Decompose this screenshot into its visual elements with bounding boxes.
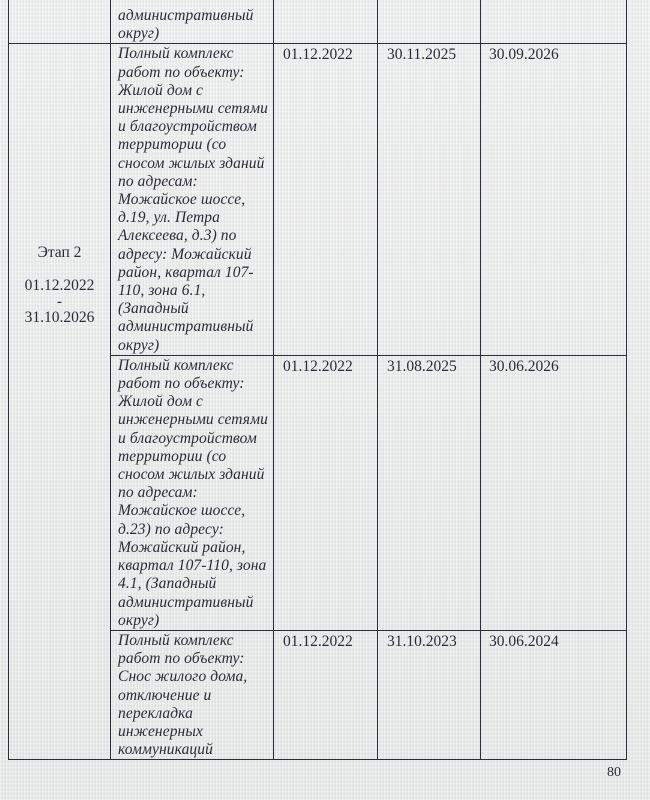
stage-cell bbox=[9, 44, 111, 760]
date-end-cell bbox=[378, 630, 481, 759]
date-start: 01.12.2022 bbox=[283, 632, 353, 650]
date-start-cell bbox=[274, 630, 378, 759]
description-line: Полный комплекс bbox=[118, 631, 234, 649]
date-start: 01.12.2022 bbox=[283, 357, 353, 375]
date-final-cell bbox=[481, 630, 627, 759]
date-start-cell bbox=[274, 0, 378, 44]
description-line: д.23) по адресу: bbox=[118, 520, 224, 538]
date-end-cell bbox=[378, 0, 481, 44]
description-line: работ по объекту: bbox=[118, 375, 245, 393]
description-line: округ) bbox=[118, 336, 160, 354]
description-line: Полный комплекс bbox=[118, 45, 234, 63]
stage-name: Этап 2 bbox=[37, 243, 82, 261]
description-line: и благоустройством bbox=[118, 118, 257, 136]
description-line: инженерных bbox=[118, 722, 203, 740]
description-line: 110, зона 6.1, bbox=[118, 282, 206, 300]
description-line: коммуникаций bbox=[118, 741, 213, 759]
date-end: 31.10.2023 bbox=[387, 632, 457, 650]
stage-end-date: 31.10.2026 bbox=[24, 308, 95, 326]
description-line: работ по объекту: bbox=[118, 63, 245, 81]
description-line: Снос жилого дома, bbox=[118, 668, 248, 686]
table-row bbox=[9, 0, 627, 44]
stage-date-separator: - bbox=[56, 292, 63, 310]
date-start: 01.12.2022 bbox=[283, 46, 353, 64]
date-end: 30.11.2025 bbox=[387, 46, 457, 64]
date-final-cell bbox=[481, 44, 627, 355]
description-line: д.19, ул. Петра bbox=[118, 209, 221, 227]
description-line: административный bbox=[118, 7, 254, 24]
description-line: сносом жилых зданий bbox=[118, 466, 265, 484]
description-cell bbox=[111, 0, 274, 44]
description-line: 4.1, (Западный bbox=[118, 575, 217, 593]
description-line: сносом жилых зданий bbox=[118, 154, 265, 172]
description-line: (Западный bbox=[118, 300, 189, 318]
description-line: инженерными сетями bbox=[118, 100, 268, 118]
description-line: Можайский район, bbox=[118, 538, 246, 556]
description-line: перекладка bbox=[118, 704, 193, 722]
table-row bbox=[9, 44, 627, 355]
description-line: квартал 107-110, зона bbox=[118, 557, 267, 575]
description-line: Полный комплекс bbox=[118, 356, 234, 374]
description-line: адресу: Можайский bbox=[118, 245, 252, 263]
description-cell bbox=[111, 630, 274, 759]
description-line: Можайское шоссе, bbox=[118, 191, 246, 209]
description-line: административный bbox=[118, 593, 254, 611]
description-line: Жилой дом с bbox=[118, 81, 204, 99]
date-end-cell bbox=[378, 355, 481, 630]
date-final-cell bbox=[481, 0, 627, 44]
date-final-cell bbox=[481, 355, 627, 630]
date-final: 30.09.2026 bbox=[489, 46, 559, 64]
date-start-cell bbox=[274, 355, 378, 630]
description-line: Алексеева, д.3) по bbox=[118, 227, 237, 245]
description-line: Можайское шоссе, bbox=[118, 502, 246, 520]
date-final: 30.06.2026 bbox=[489, 357, 559, 375]
schedule-table bbox=[8, 0, 627, 760]
date-end: 31.08.2025 bbox=[387, 357, 457, 375]
description-line: административный bbox=[118, 318, 254, 336]
description-line: работ по объекту: bbox=[118, 650, 245, 668]
description-line: район, квартал 107- bbox=[118, 263, 254, 281]
page-number: 80 bbox=[607, 765, 621, 780]
description-line: округ) bbox=[118, 611, 160, 629]
date-end-cell bbox=[378, 44, 481, 355]
description-line: и благоустройством bbox=[118, 429, 257, 447]
description-cell bbox=[111, 355, 274, 630]
description-line: по адресам: bbox=[118, 484, 198, 502]
description-line: по адресам: bbox=[118, 172, 198, 190]
stage-cell-empty bbox=[9, 0, 111, 44]
stage-start-date: 01.12.2022 bbox=[24, 277, 95, 295]
date-start-cell bbox=[274, 44, 378, 355]
description-line: округ) bbox=[118, 25, 160, 43]
description-line: отключение и bbox=[118, 686, 212, 704]
description-line: инженерными сетями bbox=[118, 411, 268, 429]
description-cell bbox=[111, 44, 274, 355]
description-line: территории (со bbox=[118, 136, 227, 154]
date-final: 30.06.2024 bbox=[489, 632, 559, 650]
description-line: территории (со bbox=[118, 447, 227, 465]
description-line: Жилой дом с bbox=[118, 393, 204, 411]
